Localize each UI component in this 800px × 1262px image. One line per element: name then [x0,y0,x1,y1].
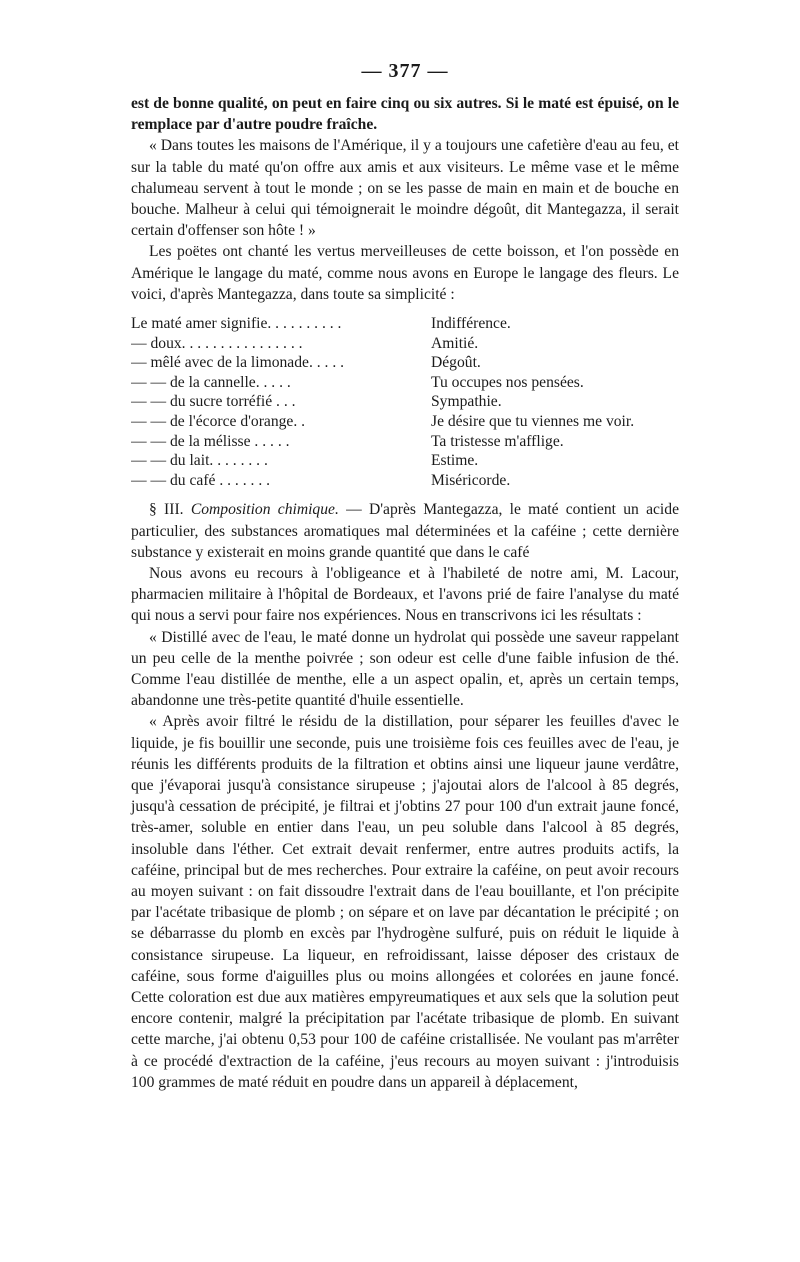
list-item-preparation: — — de la mélisse . . . . . [131,432,290,450]
paragraph-7: « Après avoir filtré le résidu de la distillation, pour séparer les feuilles d'avec le liquide, je fis bouillir une seconde, puis une troisième fois ces feuilles avec de l'eau, je réunis les différents produits de la filtration et obtins ainsi une liqueur jaune verdâtre, que j'évaporai jusqu'à consistance sirupeuse ; j'ajoutai alors de l'alcool à 85 degrés, jusqu'à cessation de précipité, je filtrai et j'obtins 27 pour 100 d'un extrait jaune foncé, très-amer, soluble en entier dans l'eau, un peu soluble dans l'alcool à 85 degrés, insoluble dans l'éther. Cet extrait devait renfermer, entre autres produits actifs, la caféine, principal but de mes recherches. Pour extraire la caféine, on peut avoir recours au moyen suivant : on fait dissoudre l'extrait dans de l'eau bouillante, et l'on précipite par l'acétate tribasique de plomb ; on sépare et on lave par décantation le précipité ; on se débarrasse du plomb en excès par l'hydrogène sulfuré, puis on réduit le liquide à consistance sirupeuse. La liqueur, en refroidissant, laisse déposer des cristaux de caféine, sous forme d'aiguilles plus ou moins allongées et colorées en jaune foncé. Cette coloration est due aux matières empyreumatiques et aux sels que la solution peut encore contenir, malgré la précipitation par l'acétate tribasique de plomb. En suivant cette marche, j'ai obtenu 0,53 pour 100 de caféine cristallisée. Ne voulant pas m'arrêter à ce procédé d'extraction de la caféine, j'eus recours au moyen suivant : j'introduisis 100 grammes de maté réduit en poudre dans un appareil à déplacement, [131,713,679,1091]
section-text: — D'après Mantegazza, le maté contient un acide particulier, des substances aromatiques mal déterminées et la caféine ; cette dernière substance y existerait en moins grande quantité que dans le café [131,501,679,561]
section-label: § III. [149,501,184,519]
list-item [131,432,679,452]
list-item-meaning: Je désire que tu viennes me voir. [431,413,635,430]
list-item [131,373,679,393]
list-item-preparation: — — du lait. . . . . . . . [131,452,268,470]
paragraph-3: Les poëtes ont chanté les vertus merveilleuses de cette boisson, et l'on possède en Amérique le langage du maté, comme nous avons en Europe le langage des fleurs. Le voici, d'après Mantegazza, dans toute sa simplicité : [131,243,679,303]
list-item-preparation: — — du sucre torréfié . . . [131,393,296,411]
list-item-meaning: Miséricorde. [431,471,511,489]
book-page [131,58,679,1093]
list-item [131,471,679,491]
list-item [131,353,679,373]
paragraph-5: Nous avons eu recours à l'obligeance et à l'habileté de notre ami, M. Lacour, pharmacien militaire à l'hôpital de Bordeaux, et l'avons prié de faire l'analyse du maté qui nous a servi pour faire nos expériences. Nous en transcrivons ici les résultats : [131,564,679,625]
list-item-preparation: — — du café . . . . . . . [131,471,271,489]
list-item-meaning: Sympathie. [431,393,502,411]
list-item-preparation: — — de l'écorce d'orange. . [131,413,306,430]
list-item [131,314,679,334]
section-title: Composition chimique. [190,501,339,519]
list-item-meaning: Ta tristesse m'afflige. [431,432,564,450]
list-item-preparation: Le maté amer signifie. . . . . . . . . . [131,315,342,333]
list-item [131,334,679,354]
list-item [131,412,679,432]
paragraph-2: « Dans toutes les maisons de l'Amérique, il y a toujours une cafetière d'eau au feu, et sur la table du maté qu'on offre aux amis et aux visiteurs. Le même vase et le même chalumeau servent à tout le monde ; on se les passe de main en main et de bouche en bouche. Malheur à celui qui témoignerait le moindre dégoût, dit Mantegazza, il serait certain d'offenser son hôte ! » [131,137,679,240]
list-item-preparation: — — de la cannelle. . . . . [131,373,291,391]
list-item-meaning: Amitié. [431,334,479,352]
list-item [131,451,679,471]
list-item [131,392,679,412]
section-paragraph [131,499,679,563]
list-item-preparation: — mêlé avec de la limonade. . . . . [131,354,345,372]
paragraph-6: « Distillé avec de l'eau, le maté donne un hydrolat qui possède une saveur rappelant un peu celle de la menthe poivrée ; son odeur est celle d'une faible infusion de thé. Comme l'eau distillée de menthe, elle a un aspect opalin, et, après un certain temps, abandonne une très-petite quantité d'huile essentielle. [131,628,679,710]
list-item-meaning: Indifférence. [431,315,511,333]
list-item-meaning: Tu occupes nos pensées. [431,373,584,391]
paragraph-1: est de bonne qualité, on peut en faire cinq ou six autres. Si le maté est épuisé, on le remplace par d'autre poudre fraîche. [131,95,679,134]
list-item-meaning: Estime. [431,452,479,470]
page-number: — 377 — [361,60,449,82]
list-item-preparation: — doux. . . . . . . . . . . . . . . . [131,334,303,352]
mate-language-list [131,314,679,490]
list-item-meaning: Dégoût. [431,354,481,372]
